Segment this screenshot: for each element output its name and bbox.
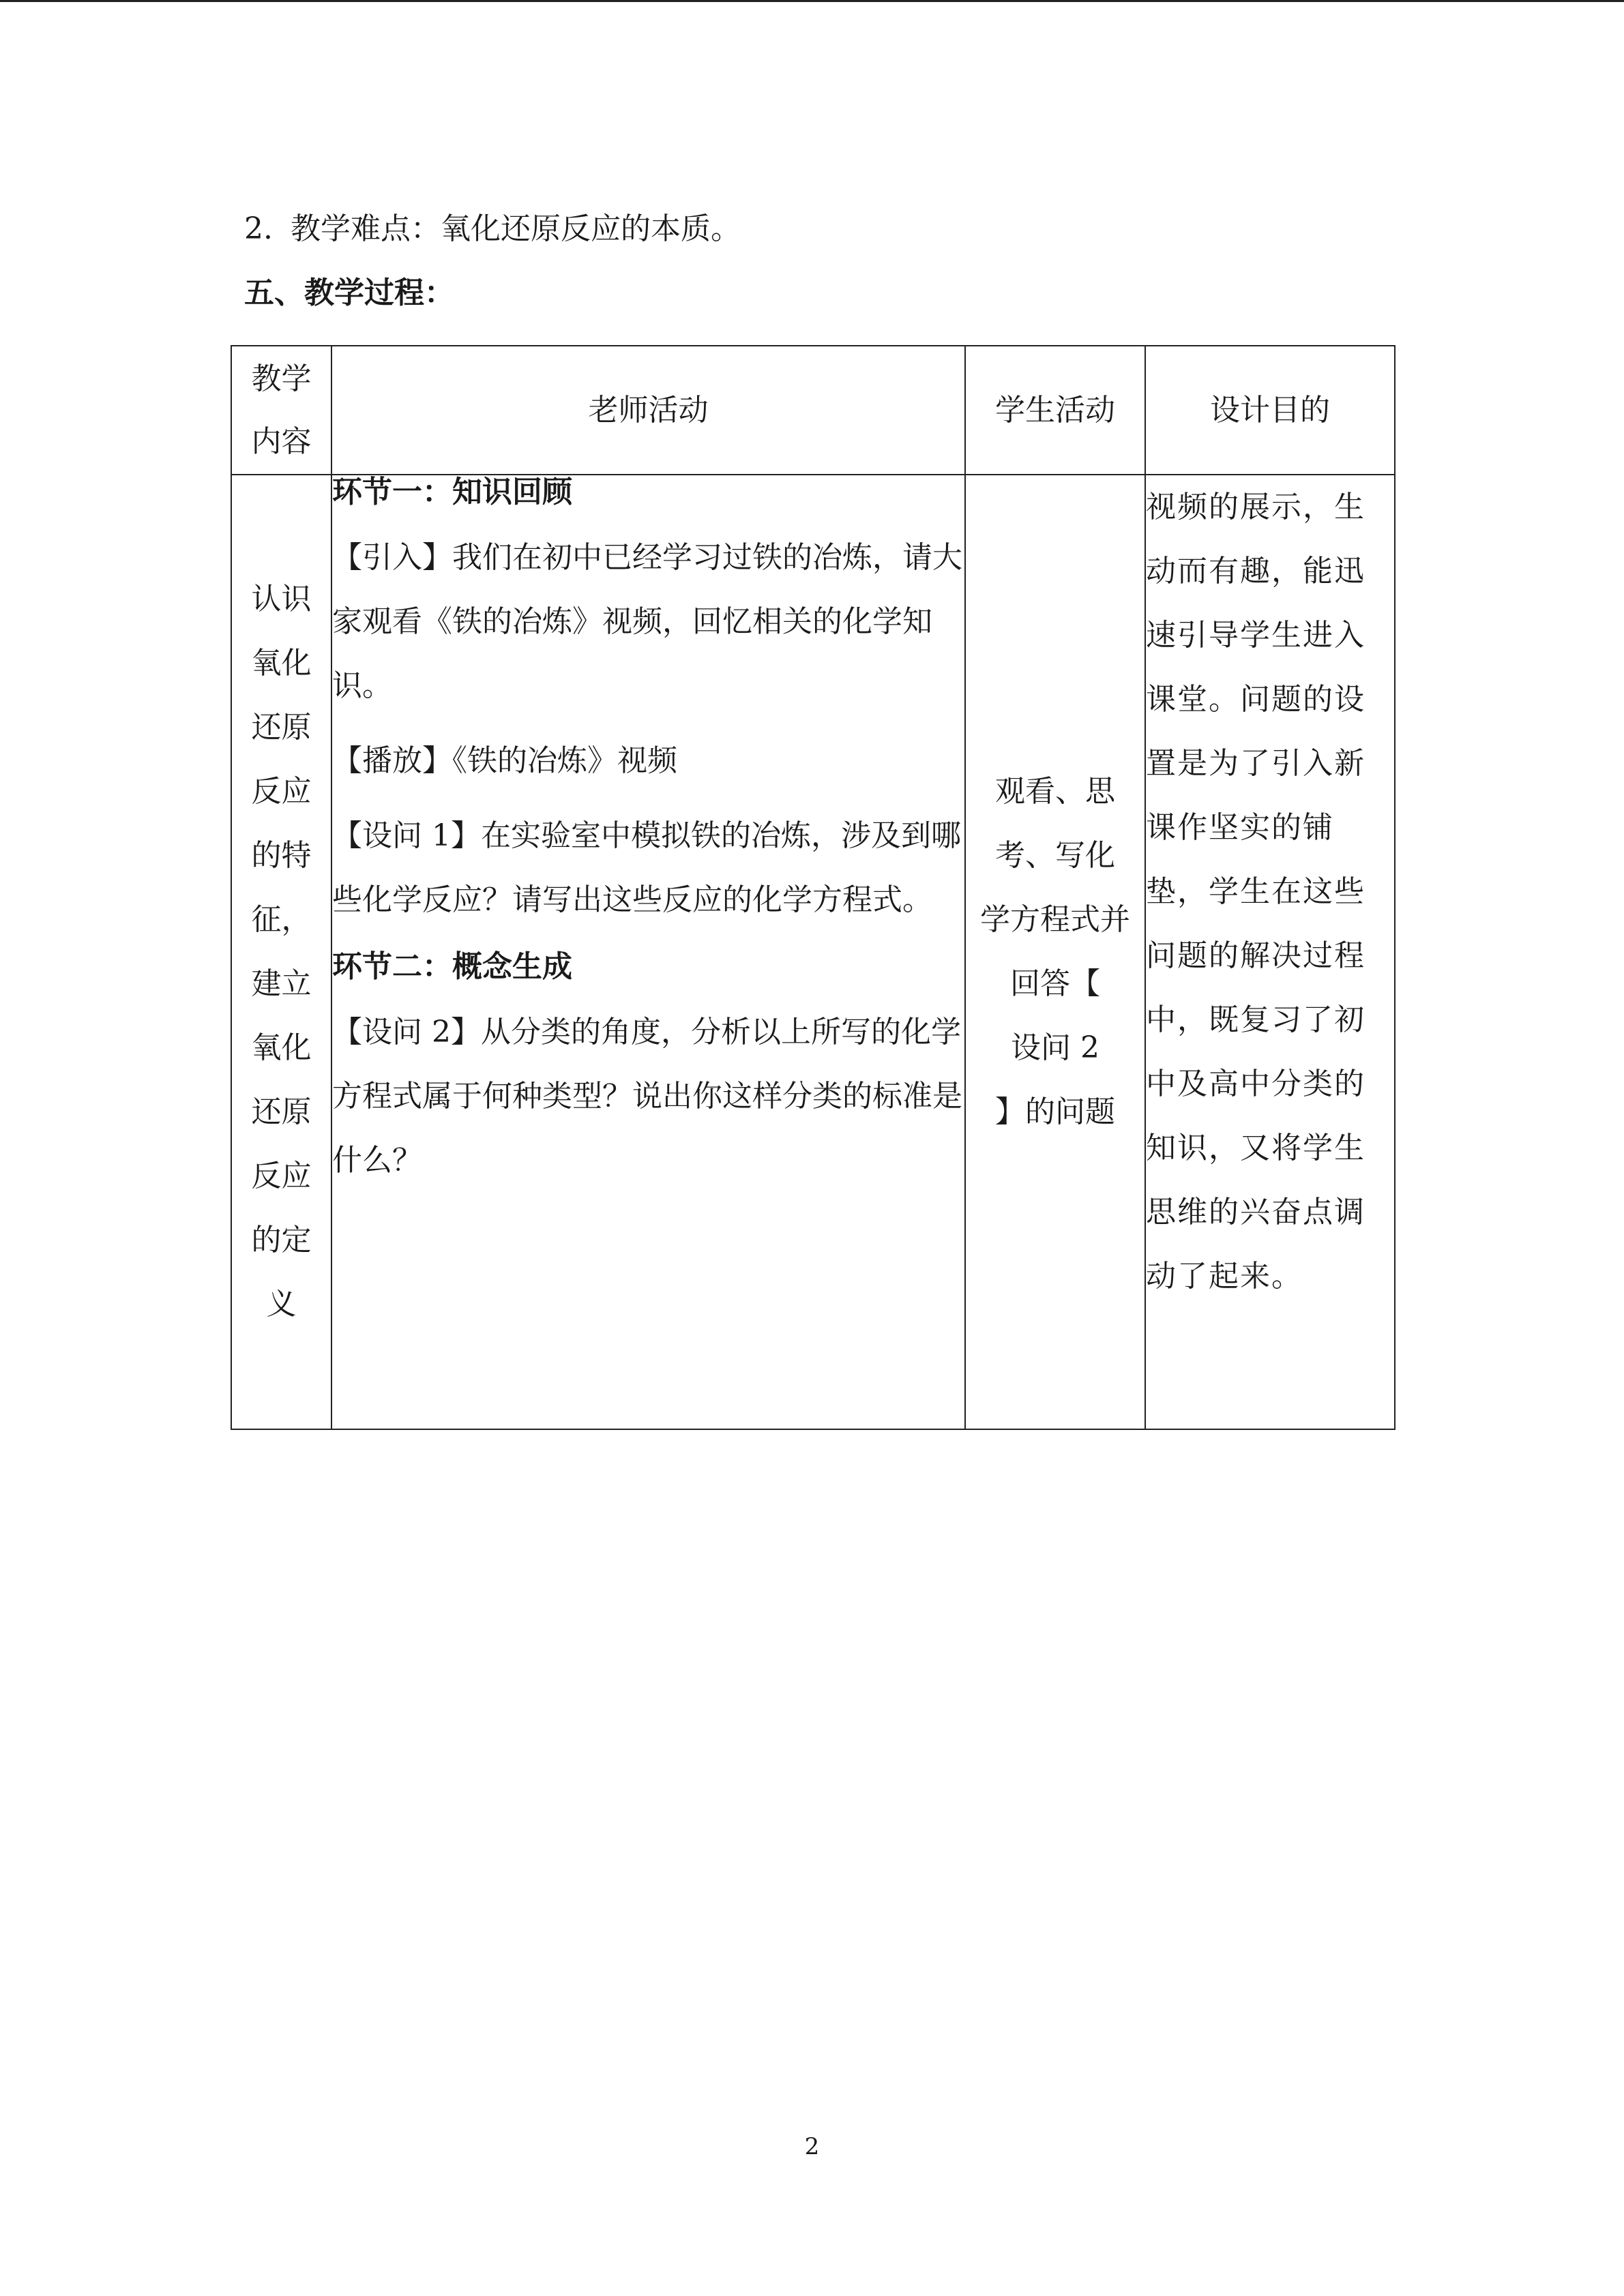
content-cell — [231, 475, 331, 1429]
difficulty-text: 教学难点：氧化还原反应的本质。 — [290, 211, 741, 246]
question2-paragraph: 【设问 2】从分类的角度，分析以上所写的化学方程式属于何种类型？说出你这样分类的标准是什么？ — [332, 1015, 962, 1178]
teacher-activity-cell — [331, 475, 965, 1429]
top-border — [0, 0, 1624, 2]
page-number: 2 — [804, 2133, 820, 2160]
table-row — [231, 475, 1395, 1429]
header-content-label: 教学 内容 — [251, 361, 312, 459]
table-header-row — [231, 346, 1395, 475]
design-purpose-cell: 视频的展示，生动而有趣，能迅速引导学生进入课堂。问题的设置是为了引入新课作坚实的铺垫，学生在这些问题的解决过程中，既复习了初中及高中分类的知识，又将学生思维的兴奋点调动了起来。 — [1145, 475, 1395, 1429]
student-activity-cell — [965, 475, 1145, 1429]
step1-title: 环节一：知识回顾 — [332, 475, 572, 509]
header-teacher: 老师活动 — [331, 346, 965, 475]
header-student: 学生活动 — [965, 346, 1145, 475]
header-purpose: 设计目的 — [1145, 346, 1395, 475]
intro-paragraph: 【引入】我们在初中已经学习过铁的冶炼，请大家观看《铁的冶炼》视频，回忆相关的化学知识。 — [332, 540, 962, 703]
step2-title: 环节二：概念生成 — [332, 949, 572, 984]
content-text: 认识 氧化 还原 反应 的特 征， 建立 氧化 还原 反应 的定 义 — [251, 582, 312, 1322]
teaching-difficulty — [244, 209, 741, 250]
difficulty-number: 2. — [244, 211, 273, 246]
question1-paragraph: 【设问 1】在实验室中模拟铁的冶炼，涉及到哪些化学反应？请写出这些反应的化学方程式。 — [332, 818, 961, 917]
section-title: 五、教学过程： — [244, 275, 454, 310]
teaching-process-table — [231, 345, 1396, 1430]
header-content — [231, 346, 331, 475]
play-paragraph: 【播放】《铁的冶炼》视频 — [332, 743, 677, 778]
student-text: 观看、思 考、写化 学方程式并 回答【 设问 2 】的问题 — [980, 774, 1130, 1129]
